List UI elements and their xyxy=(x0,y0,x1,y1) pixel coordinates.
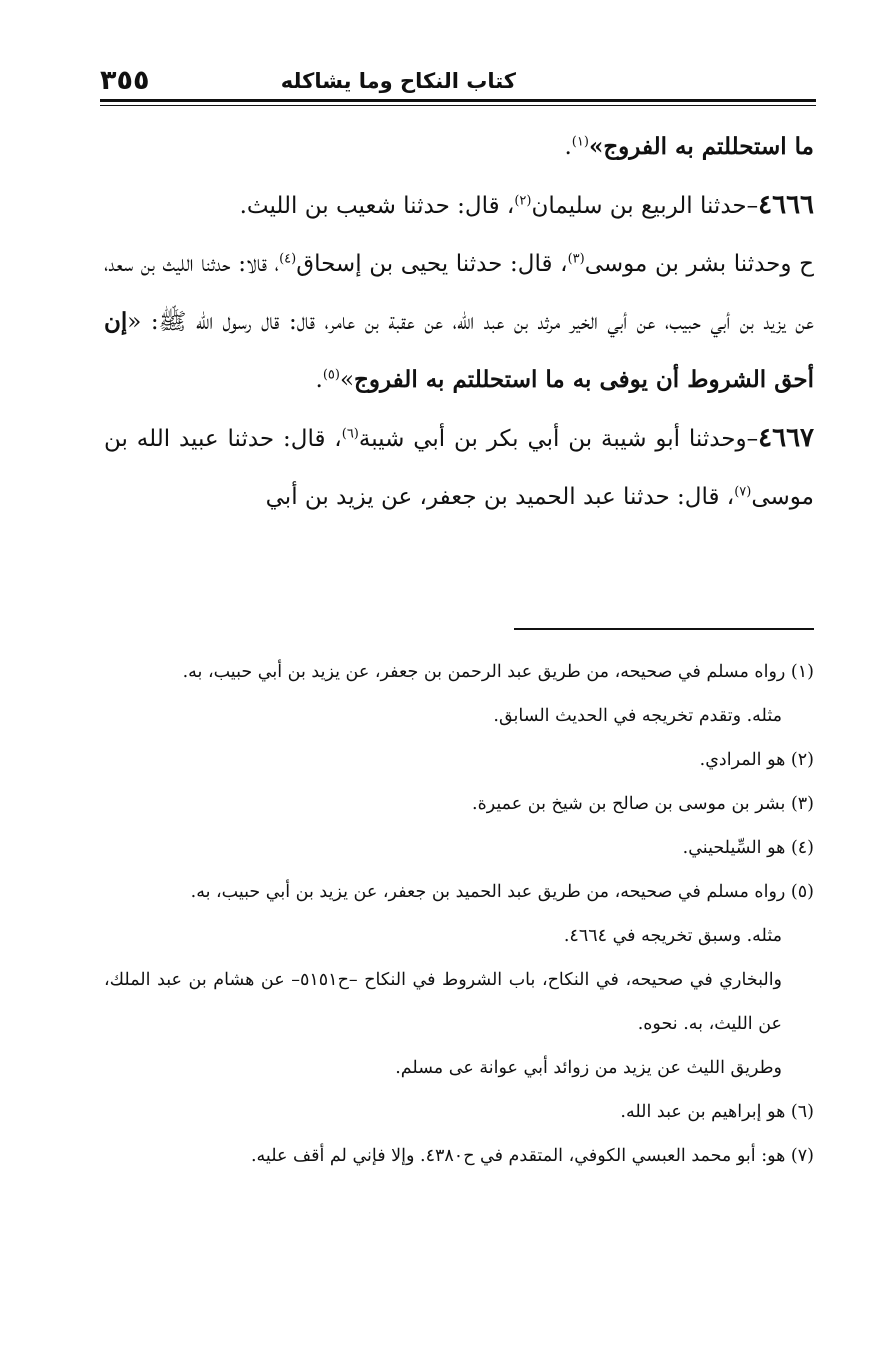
hadith-text: إن أحق الشروط أن يوفى به ما استحللتم به الفروج xyxy=(104,308,814,393)
page-header xyxy=(100,66,816,96)
footnote-ref: (٧) xyxy=(734,484,752,500)
footnote-4: (٤) هو السِّيلحيني. xyxy=(682,838,814,858)
text-span: . xyxy=(315,367,323,393)
hadith-text: ما استحللتم به الفروج» xyxy=(588,133,814,160)
footnote-5: (٥) رواه مسلم في صحيحه، من طريق عبد الحميد بن جعفر، عن يزيد بن أبي حبيب، به. xyxy=(190,882,814,902)
footnote-7: (٧) هو: أبو محمد العبسي الكوفي، المتقدم في ح٤٣٨٠. وإلا فإني لم أقف عليه. xyxy=(250,1146,814,1166)
paragraph-4 xyxy=(104,409,814,526)
text-span: ح وحدثنا بشر بن موسى xyxy=(584,251,814,277)
footnote-1: (١) رواه مسلم في صحيحه، من طريق عبد الرحمن بن جعفر، عن يزيد بن أبي حبيب، به. xyxy=(182,662,814,682)
text-span: » xyxy=(339,367,355,393)
text-span: –وحدثنا أبو شيبة بن أبي بكر بن أبي شيبة xyxy=(358,426,759,452)
footnote-ref: (٦) xyxy=(341,426,359,442)
text-span: ، قال: حدثنا عبد الحميد بن جعفر، عن يزيد بن أبي xyxy=(265,484,735,510)
footnote-ref: (٤) xyxy=(279,251,297,267)
footnote-3: (٣) بشر بن موسى بن صالح بن شيخ بن عميرة. xyxy=(472,794,814,814)
text-span: ، قالا: حدثنا الليث بن سعد، عن يزيد بن أبي حبيب، عن أبي الخير مرثد بن عبد الله، عن عقبة بن عامر، قال: قال رسول الله ﷺ: « xyxy=(104,251,814,335)
text-span: –حدثنا الربيع بن سليمان xyxy=(531,193,759,219)
text-span: ، قال: حدثنا عبيد الله بن موسى xyxy=(104,426,814,510)
footnote-ref: (٢) xyxy=(514,193,532,209)
footnote-6: (٦) هو إبراهيم بن عبد الله. xyxy=(620,1102,814,1122)
footnote-ref: (٣) xyxy=(567,251,585,267)
main-text xyxy=(104,118,814,526)
footnote-5-note: وطريق الليث عن يزيد من زوائد أبي عوانة عى مسلم. xyxy=(395,1058,782,1078)
page-number: ٣٥٥ xyxy=(100,65,150,96)
running-title: كتاب النكاح وما يشاكله xyxy=(280,69,516,93)
footnote-separator xyxy=(514,628,814,630)
footnotes xyxy=(104,650,814,1178)
header-rule-thick xyxy=(100,99,816,102)
paragraph-2 xyxy=(104,176,814,235)
hadith-number: ٤٦٦٧ xyxy=(758,423,814,453)
footnote-1-cont: مثله. وتقدم تخريجه في الحديث السابق. xyxy=(493,706,782,726)
footnote-5-bukhari: والبخاري في صحيحه، في النكاح، باب الشروط في النكاح –ح٥١٥١– عن هشام بن عبد الملك، عن الليث، به. نحوه. xyxy=(104,970,783,1034)
hadith-number: ٤٦٦٦ xyxy=(758,190,814,220)
footnote-5-cont: مثله. وسبق تخريجه في ٤٦٦٤. xyxy=(563,926,782,946)
footnote-2: (٢) هو المرادي. xyxy=(699,750,814,770)
text-span: . xyxy=(564,134,572,160)
footnote-ref: (١) xyxy=(571,134,589,150)
text-span: ، قال: حدثنا يحيى بن إسحاق xyxy=(296,251,568,277)
paragraph-1 xyxy=(104,118,814,176)
header-rule-thin xyxy=(100,105,816,106)
footnote-ref: (٥) xyxy=(322,367,340,383)
text-span: ، قال: حدثنا شعيب بن الليث. xyxy=(239,193,515,219)
paragraph-3 xyxy=(104,235,814,409)
